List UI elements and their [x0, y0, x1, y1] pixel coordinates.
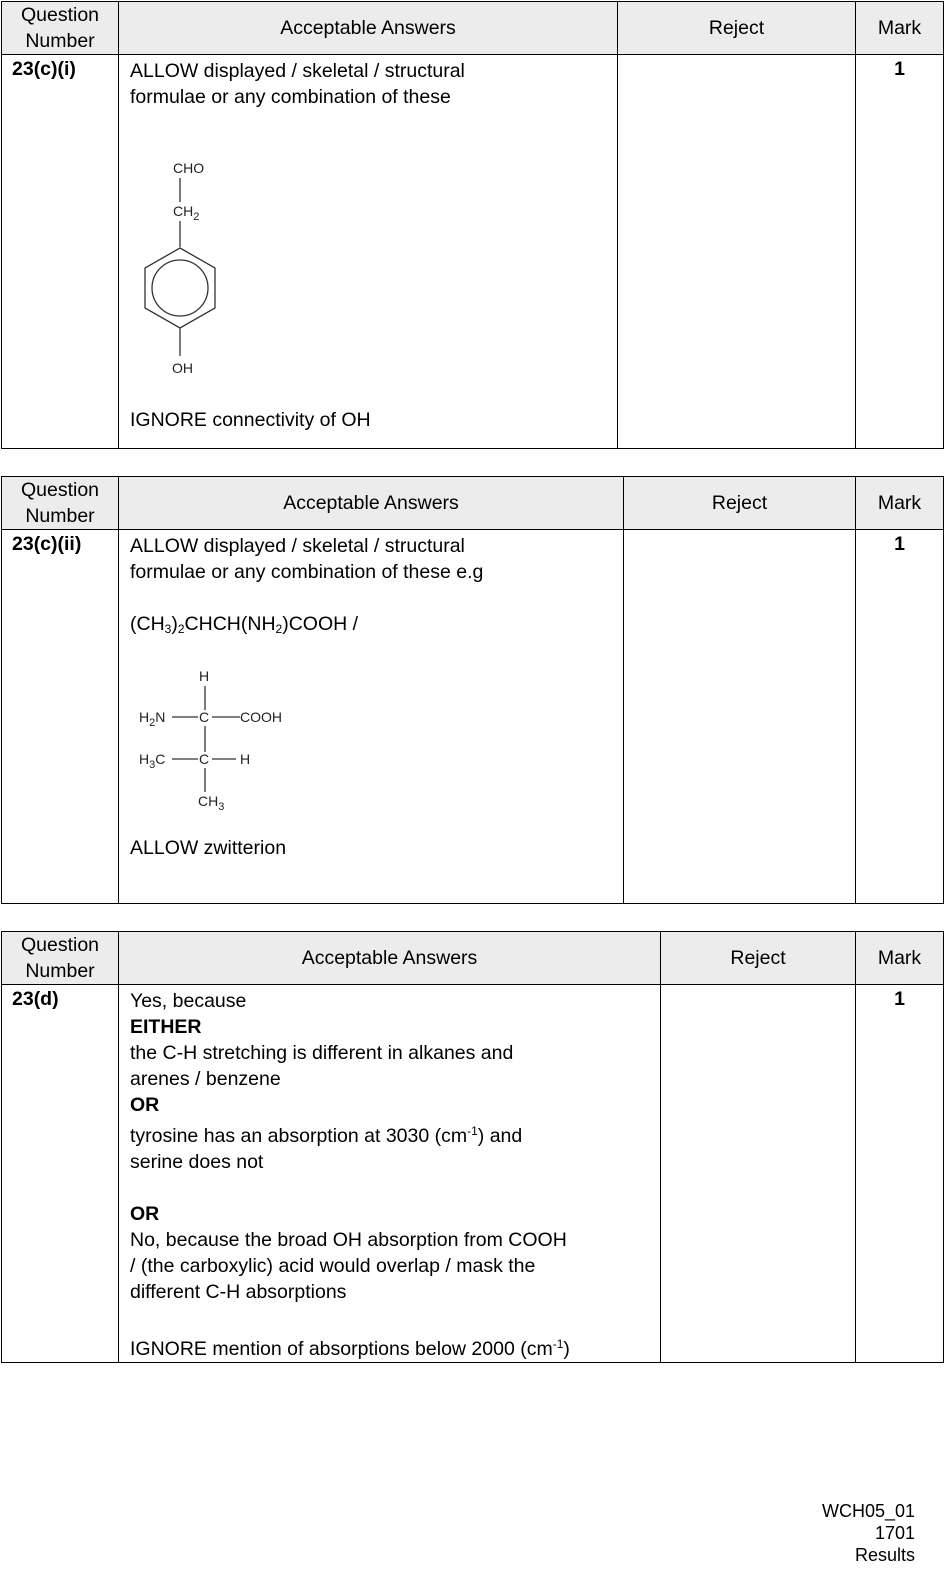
answer-text: ALLOW displayed / skeletal / structural — [130, 60, 465, 82]
tyrosine-aldehyde-structure — [130, 118, 270, 383]
acceptable-answer-cell — [119, 985, 661, 1363]
answer-text: Yes, because — [130, 990, 247, 1012]
footer-label: Results — [854, 1545, 915, 1565]
header-acceptable-answers: Acceptable Answers — [119, 2, 618, 55]
question-number: 23(c)(i) — [2, 55, 119, 449]
answer-text: formulae or any combination of these — [130, 86, 451, 108]
header-acceptable-answers: Acceptable Answers — [119, 477, 624, 530]
answer-text: the C-H stretching is different in alkanes and — [130, 1042, 514, 1064]
acceptable-answer-cell — [119, 55, 618, 449]
answer-keyword: OR — [130, 1094, 160, 1116]
carbon-label: C — [199, 709, 210, 725]
header-reject: Reject — [661, 932, 856, 985]
answer-text: IGNORE mention of absorptions below 2000 $(cm^{-1})$ — [130, 1337, 570, 1360]
svg-text:CH2 — [173, 203, 199, 223]
question-number: 23(d) — [2, 985, 119, 1363]
answer-text: formulae or any combination of these e.g — [130, 561, 484, 583]
svg-text:H3C: $H_3C$ — [139, 751, 166, 771]
header-question-number: Question Number — [2, 2, 119, 55]
answer-keyword: OR — [130, 1203, 160, 1225]
header-mark: Mark — [856, 2, 944, 55]
h-label: H — [199, 668, 210, 684]
header-reject: Reject — [624, 477, 856, 530]
header-acceptable-answers: Acceptable Answers — [119, 932, 661, 985]
cho-label: CHO — [173, 160, 205, 176]
reject-cell — [624, 530, 856, 904]
answer-keyword: EITHER — [130, 1016, 202, 1038]
answer-text: different C-H absorptions — [130, 1281, 347, 1303]
footer-session: 1701 — [874, 1523, 915, 1543]
header-mark: Mark — [856, 477, 944, 530]
answer-text: IGNORE connectivity of OH — [130, 409, 371, 431]
answer-text: ALLOW zwitterion — [130, 837, 287, 859]
h-label: H — [240, 751, 251, 767]
ch2-subscript: 2 — [193, 211, 200, 223]
svg-text:H2N: $H_2N$ — [139, 709, 166, 729]
mark-cell: 1 — [856, 55, 944, 449]
answer-text: ALLOW displayed / skeletal / structural — [130, 535, 465, 557]
valine-displayed-structure — [130, 666, 300, 821]
header-mark: Mark — [856, 932, 944, 985]
footer-paper-code: WCH05_01 — [821, 1501, 915, 1521]
page-footer — [822, 1500, 915, 1566]
answer-text: arenes / benzene — [130, 1068, 281, 1090]
answer-text: / (the carboxylic) acid would overlap / mask the — [130, 1255, 536, 1277]
header-question-number: Question Number — [2, 932, 119, 985]
carbon-label: C — [199, 751, 210, 767]
mark-cell: 1 — [856, 530, 944, 904]
ch3-label: CH — [198, 793, 219, 809]
acceptable-answer-cell — [119, 530, 624, 904]
answer-text: tyrosine has an absorption at 3030 $(cm^{-1})$ and — [130, 1124, 523, 1147]
svg-text:CH3: $CH_3$ — [198, 793, 225, 813]
h2n-label: H — [139, 709, 150, 725]
answer-text: serine does not — [130, 1151, 264, 1173]
mark-scheme-table-23ci — [1, 1, 944, 449]
oh-label: OH — [172, 360, 193, 376]
mark-cell: 1 — [856, 985, 944, 1363]
question-number: 23(c)(ii) — [2, 530, 119, 904]
header-question-number: Question Number — [2, 477, 119, 530]
answer-text: No, because the broad OH absorption from COOH — [130, 1229, 567, 1251]
mark-scheme-table-23d — [1, 931, 944, 1363]
cooh-label: COOH — [240, 709, 282, 725]
ch2-label: CH — [173, 203, 194, 219]
reject-cell — [618, 55, 856, 449]
condensed-formula: $(CH_3)_2CHCH(NH_2)COOH$ / — [130, 613, 359, 636]
reject-cell — [661, 985, 856, 1363]
h3c-label: H — [139, 751, 150, 767]
mark-scheme-table-23cii — [1, 476, 944, 904]
header-reject: Reject — [618, 2, 856, 55]
